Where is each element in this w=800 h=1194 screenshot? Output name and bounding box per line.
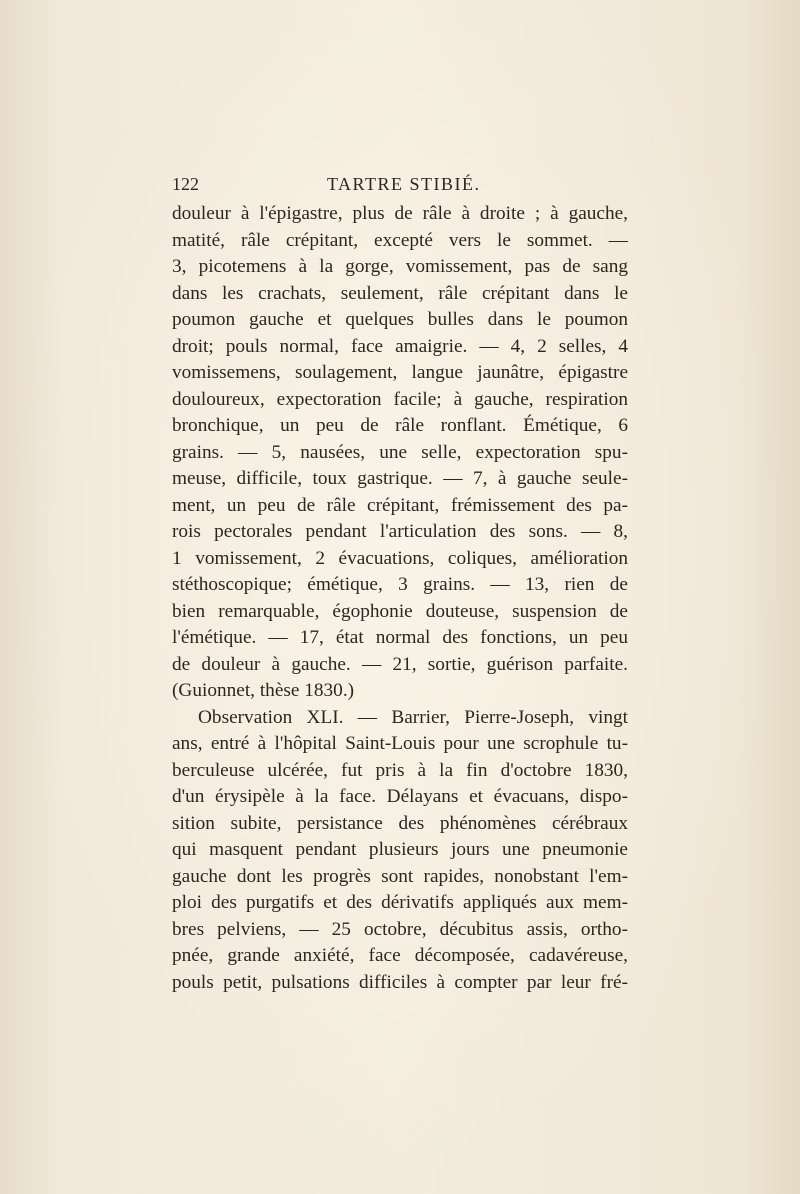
text-line: ment, un peu de râle crépitant, frémissement des pa- — [172, 494, 628, 516]
citation-line: (Guionnet, thèse 1830.) — [172, 680, 355, 701]
text-line: bronchique, un peu de râle ronflant. Émétique, 6 — [172, 415, 628, 436]
text-line: meuse, difficile, toux gastrique. — 7, à gauche seule- — [172, 468, 628, 489]
text-line: l'émétique. — 17, état normal des fonctions, un peu — [172, 627, 628, 648]
text-line: gauche dont les progrès sont rapides, nonobstant l'em- — [172, 865, 628, 887]
page-number: 122 — [172, 174, 199, 194]
running-title: TARTRE STIBIÉ. — [327, 174, 481, 194]
text-line: de douleur à gauche. — 21, sortie, guérison parfaite. — [172, 653, 628, 675]
text-line: bien remarquable, égophonie douteuse, suspension de — [172, 600, 628, 622]
text-line: vomissemens, soulagement, langue jaunâtre, épigastre — [172, 362, 628, 383]
text-line: 1 vomissement, 2 évacuations, coliques, amélioration — [172, 547, 628, 569]
observation-heading-line: Observation XLI. — Barrier, Pierre-Joseph, vingt — [198, 706, 628, 728]
text-line: bres pelviens, — 25 octobre, décubitus assis, ortho- — [172, 918, 628, 940]
text-line: ploi des purgatifs et des dérivatifs appliqués aux mem- — [172, 892, 628, 913]
text-line: droit; pouls normal, face amaigrie. — 4, 2 selles, 4 — [172, 335, 628, 357]
text-line: sition subite, persistance des phénomènes cérébraux — [172, 812, 628, 834]
text-line: matité, râle crépitant, excepté vers le sommet. — — [172, 229, 628, 251]
text-line: ans, entré à l'hôpital Saint-Louis pour une scrophule tu- — [172, 733, 628, 754]
text-line: dans les crachats, seulement, râle crépitant dans le — [172, 282, 628, 304]
page-header — [172, 174, 632, 198]
text-line: grains. — 5, nausées, une selle, expectoration spu- — [172, 441, 628, 463]
text-line: poumon gauche et quelques bulles dans le poumon — [172, 309, 628, 330]
text-line: stéthoscopique; émétique, 3 grains. — 13, rien de — [172, 574, 628, 595]
text-line: pouls petit, pulsations difficiles à compter par leur fré- — [172, 971, 628, 993]
text-line: douleur à l'épigastre, plus de râle à droite ; à gauche, — [172, 203, 628, 224]
text-line: qui masquent pendant plusieurs jours une pneumonie — [172, 839, 628, 860]
text-line: 3, picotemens à la gorge, vomissement, pas de sang — [172, 256, 628, 277]
text-line: berculeuse ulcérée, fut pris à la fin d'octobre 1830, — [172, 759, 628, 781]
text-line: rois pectorales pendant l'articulation des sons. — 8, — [172, 521, 628, 542]
text-line: douloureux, expectoration facile; à gauche, respiration — [172, 388, 628, 410]
body-text — [172, 201, 628, 996]
text-line: d'un érysipèle à la face. Délayans et évacuans, dispo- — [172, 786, 628, 807]
text-line: pnée, grande anxiété, face décomposée, cadavéreuse, — [172, 945, 628, 966]
